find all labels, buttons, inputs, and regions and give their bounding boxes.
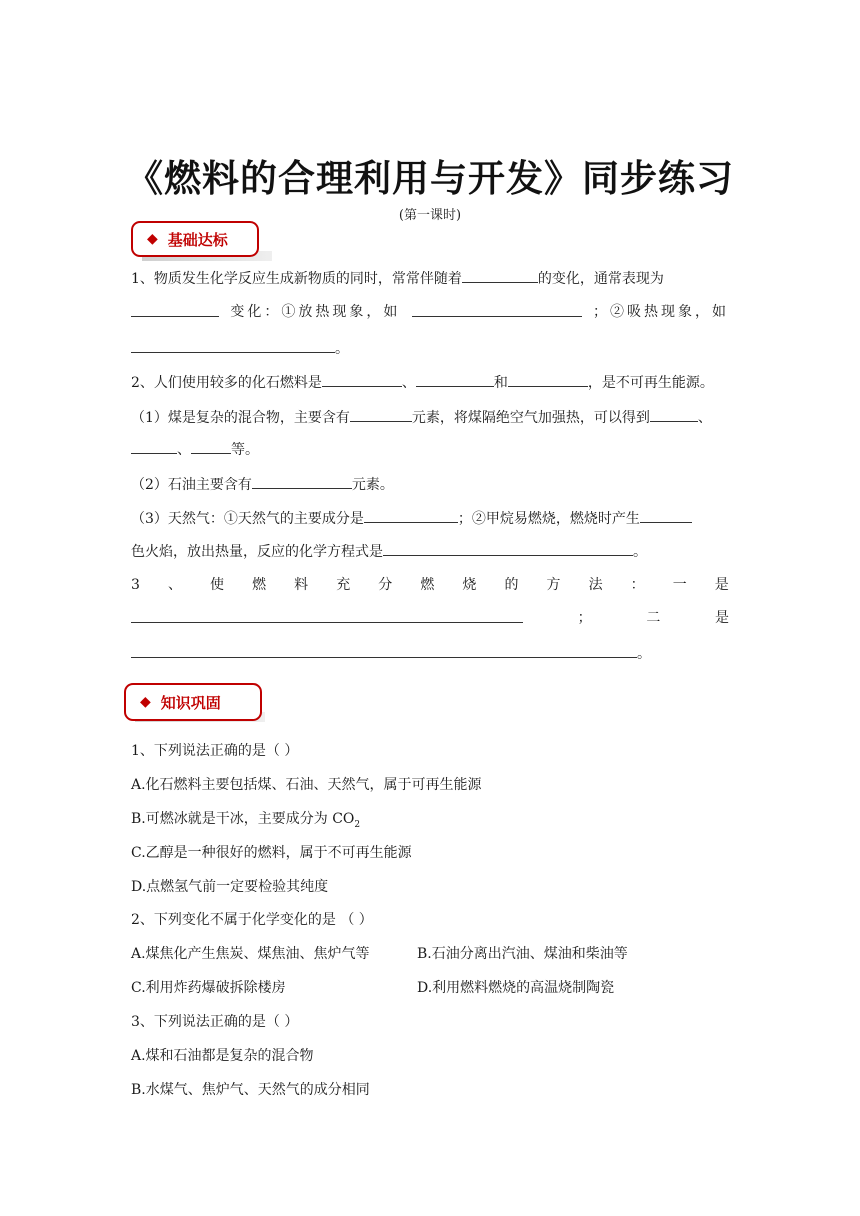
answer-blank[interactable] <box>416 372 494 387</box>
mc-question-3-stem: 3、下列说法正确的是（ ） <box>131 1014 299 1030</box>
answer-blank[interactable] <box>131 302 219 317</box>
answer-blank[interactable] <box>640 508 692 523</box>
text: 、 <box>697 410 712 426</box>
page-title: 《燃料的合理利用与开发》同步练习 <box>126 157 734 200</box>
text: ；②甲烷易燃烧，燃烧时产生 <box>457 511 640 527</box>
mc-option-b: B.石油分离出汽油、煤油和柴油等 <box>417 946 628 962</box>
char: 分 <box>378 577 393 593</box>
char: 3 <box>131 577 140 593</box>
section-badge-consolidate <box>124 683 262 721</box>
question-2-part-3-line-1 <box>131 508 692 529</box>
text: 。 <box>633 544 647 560</box>
diamond-icon: ◆ <box>140 694 151 710</box>
text: ； <box>577 610 592 626</box>
answer-blank[interactable] <box>508 372 588 387</box>
page-subtitle: (第一课时) <box>398 208 462 223</box>
text: 元素。 <box>351 477 394 493</box>
question-3-line-2 <box>131 608 729 628</box>
question-2-part-2 <box>131 474 394 495</box>
char: ： <box>630 577 645 593</box>
text: 和 <box>493 375 508 391</box>
question-2-part-1-line-1 <box>131 407 712 428</box>
mc-option-a: A.煤焦化产生焦炭、煤焦油、焦炉气等 <box>131 946 370 962</box>
text: 。 <box>637 646 651 662</box>
char: 一 <box>672 577 687 593</box>
answer-blank[interactable] <box>383 541 633 556</box>
char: 烧 <box>462 577 477 593</box>
text: 元素，将煤隔绝空气加强热，可以得到 <box>411 410 650 426</box>
question-2-line-1 <box>131 372 714 393</box>
section-badge-basic <box>131 221 259 257</box>
mc-question-1-stem: 1、下列说法正确的是（ ） <box>131 743 299 759</box>
mc-option-a: A.煤和石油都是复杂的混合物 <box>131 1048 314 1064</box>
section-label: 基础达标 <box>167 230 228 249</box>
answer-blank[interactable] <box>462 268 538 283</box>
text: 2、人们使用较多的化石燃料是 <box>131 375 322 391</box>
question-1-line-2 <box>131 302 729 322</box>
text: 1、物质发生化学反应生成新物质的同时，常常伴随着 <box>131 271 462 287</box>
answer-blank[interactable] <box>131 608 523 623</box>
text: 的变化，通常表现为 <box>537 271 664 287</box>
text: 是 <box>714 610 729 626</box>
answer-blank[interactable] <box>131 439 177 454</box>
question-2-part-1-line-2 <box>131 439 259 460</box>
text: ；②吸热现象，如 <box>592 304 729 320</box>
mc-option-c: C.乙醇是一种很好的燃料，属于不可再生能源 <box>131 845 412 861</box>
text: （1）煤是复杂的混合物，主要含有 <box>131 410 350 426</box>
answer-blank[interactable] <box>650 407 698 422</box>
text: （3）天然气：①天然气的主要成分是 <box>131 511 364 527</box>
answer-blank[interactable] <box>364 508 458 523</box>
question-3-line-1 <box>131 575 729 595</box>
answer-blank[interactable] <box>131 338 335 353</box>
text: 等。 <box>231 442 259 458</box>
char: 燃 <box>252 577 267 593</box>
question-2-part-3-line-2 <box>131 541 647 562</box>
char: 、 <box>167 577 182 593</box>
char: 使 <box>210 577 225 593</box>
diamond-icon: ◆ <box>147 231 158 247</box>
section-label: 知识巩固 <box>160 693 221 712</box>
mc-option-d: D.点燃氢气前一定要检验其纯度 <box>131 879 329 895</box>
text: 、 <box>177 442 191 458</box>
question-1-line-3 <box>131 338 349 359</box>
answer-blank[interactable] <box>412 302 582 317</box>
text: （2）石油主要含有 <box>131 477 252 493</box>
answer-blank[interactable] <box>131 643 637 658</box>
char: 燃 <box>420 577 435 593</box>
answer-blank[interactable] <box>350 407 412 422</box>
text: B.可燃冰就是干冰，主要成分为 CO <box>131 811 355 827</box>
char: 方 <box>546 577 561 593</box>
answer-blank[interactable] <box>252 474 352 489</box>
question-1-line-1 <box>131 268 664 289</box>
mc-question-2-stem: 2、下列变化不属于化学变化的是 （ ） <box>131 912 373 928</box>
text: ，是不可再生能源。 <box>587 375 714 391</box>
text: 二 <box>646 610 661 626</box>
text: 。 <box>335 341 349 357</box>
text: 、 <box>401 375 416 391</box>
question-3-line-3 <box>131 643 651 664</box>
mc-option-d: D.利用燃料燃烧的高温烧制陶瓷 <box>417 980 615 996</box>
char: 充 <box>336 577 351 593</box>
mc-option-c: C.利用炸药爆破拆除楼房 <box>131 980 286 996</box>
subscript: 2 <box>354 819 361 830</box>
char: 的 <box>504 577 519 593</box>
char: 是 <box>714 577 729 593</box>
mc-option-b <box>131 809 360 835</box>
char: 法 <box>588 577 603 593</box>
mc-option-b: B.水煤气、焦炉气、天然气的成分相同 <box>131 1082 370 1098</box>
mc-option-a: A.化石燃料主要包括煤、石油、天然气，属于可再生能源 <box>131 777 482 793</box>
text: 色火焰，放出热量，反应的化学方程式是 <box>131 544 383 560</box>
char: 料 <box>294 577 309 593</box>
text: 变化：①放热现象，如 <box>230 304 401 320</box>
answer-blank[interactable] <box>191 439 231 454</box>
answer-blank[interactable] <box>322 372 402 387</box>
